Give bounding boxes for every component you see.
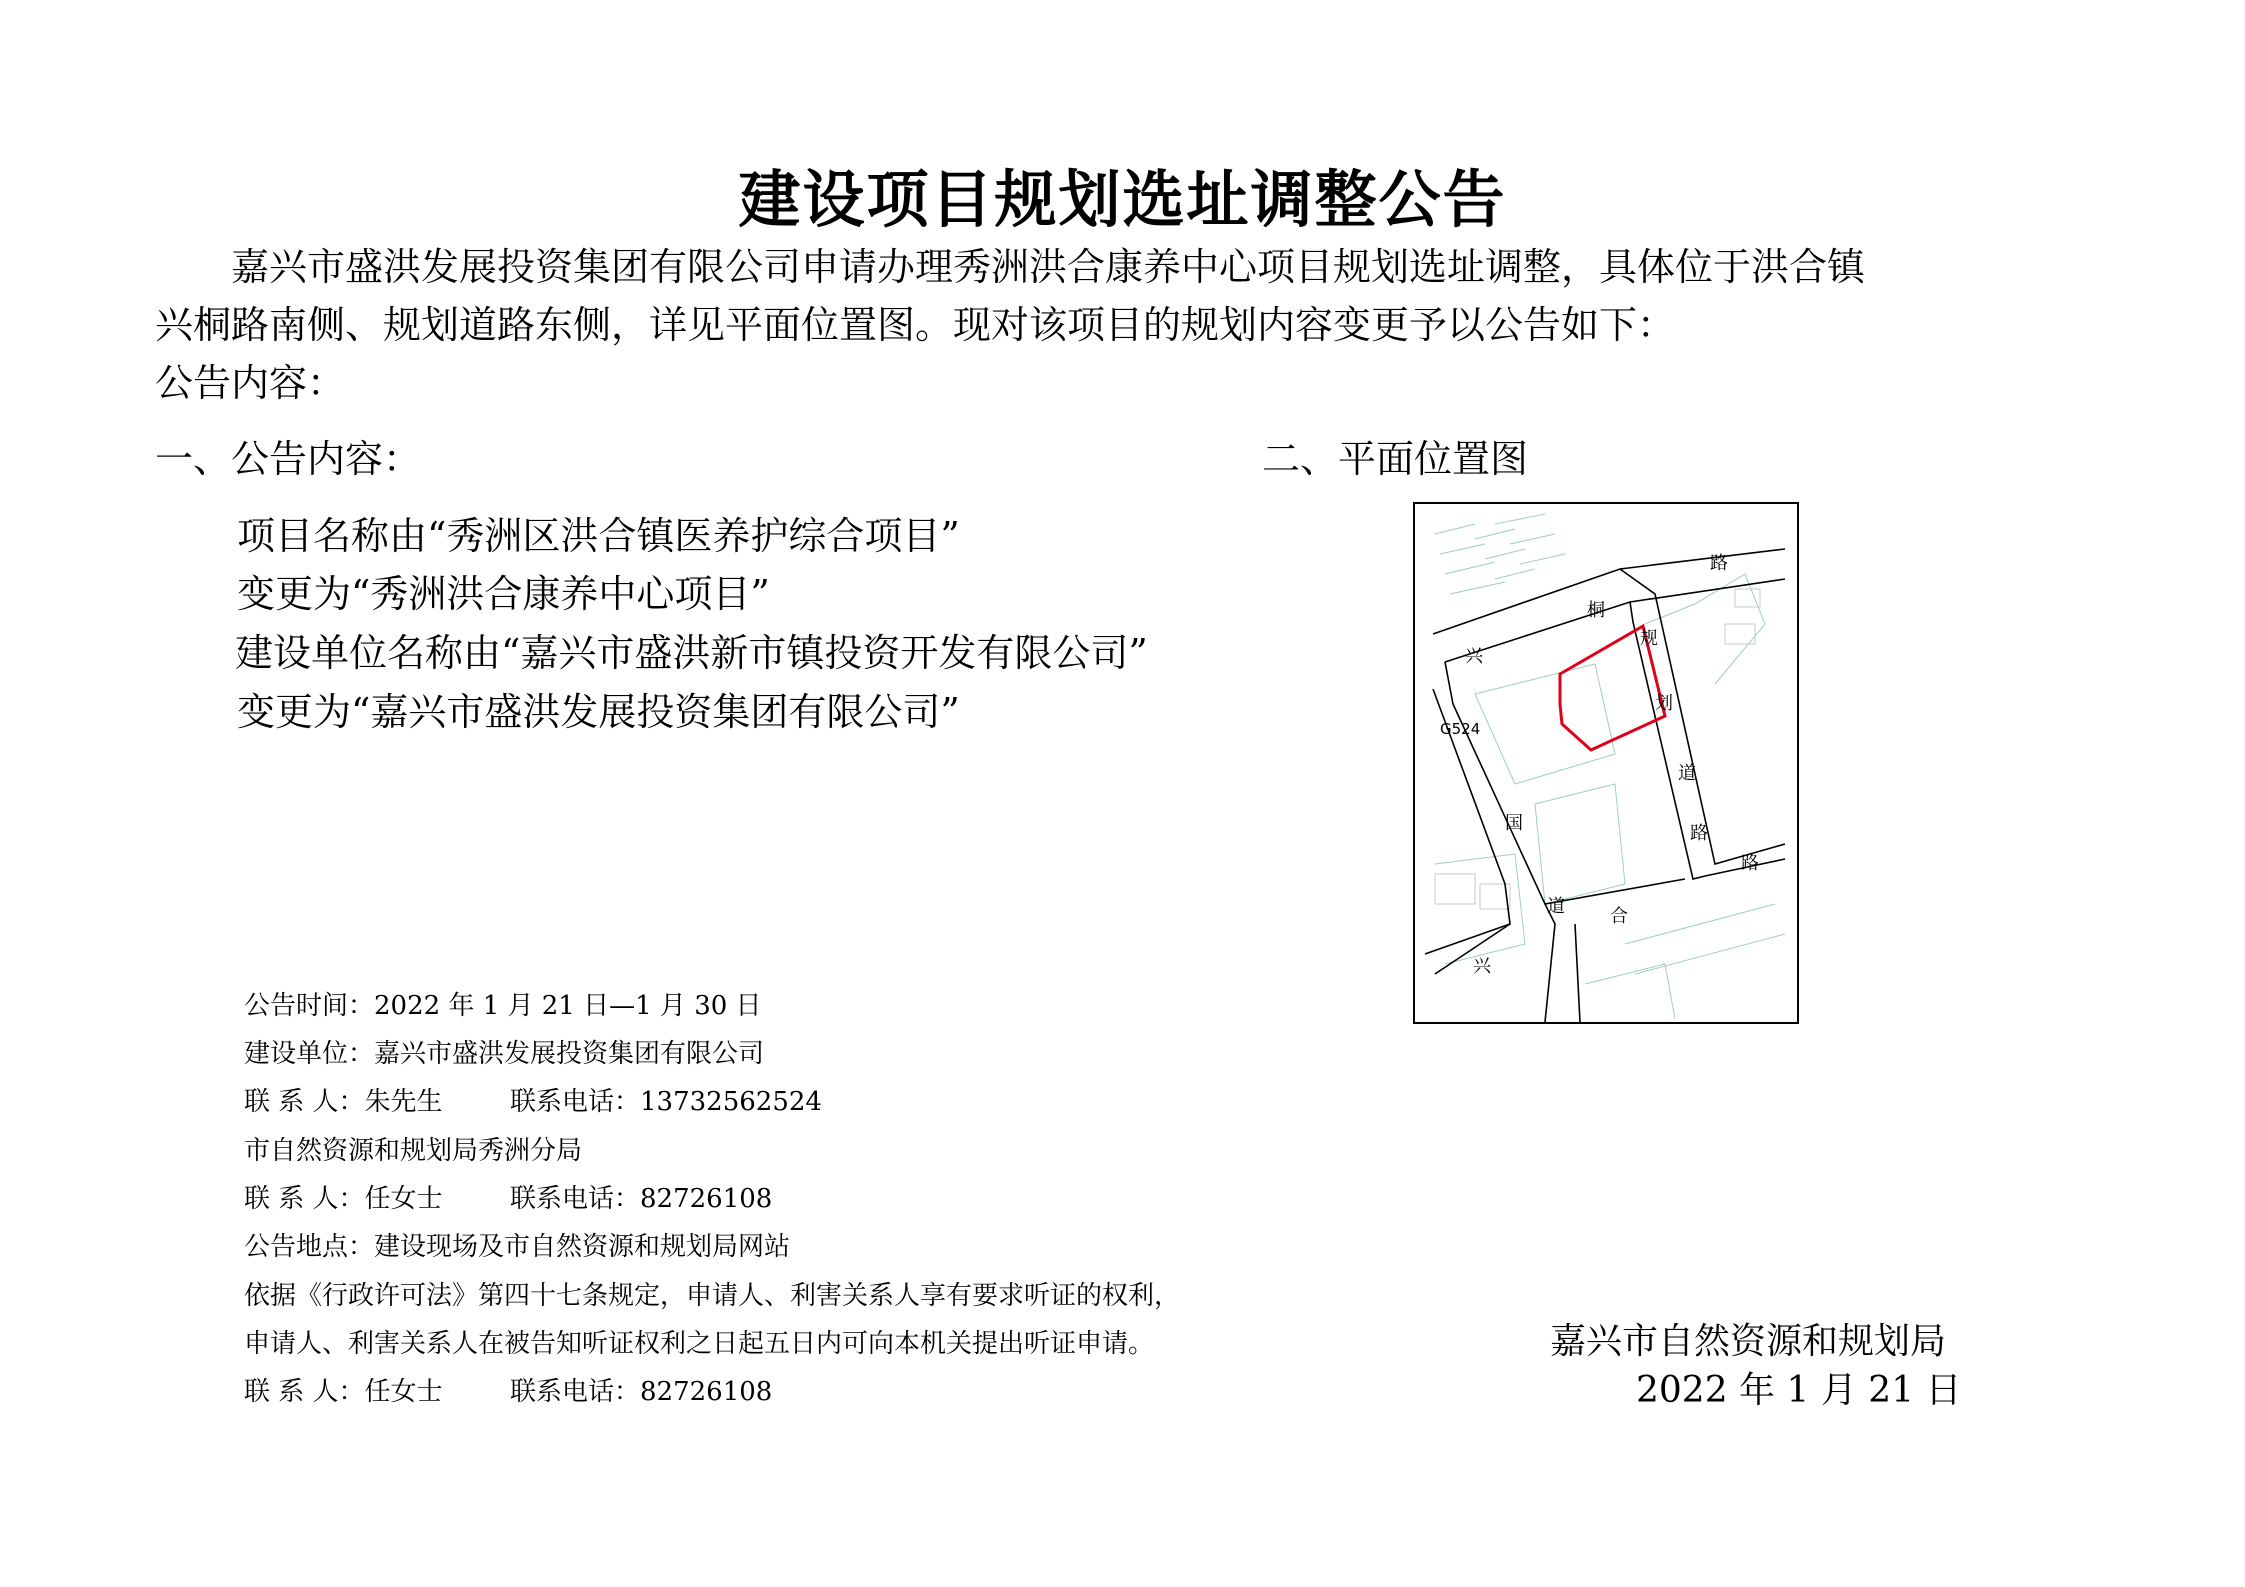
intro-line-2: 兴桐路南侧、规划道路东侧，详见平面位置图。现对该项目的规划内容变更予以公告如下： [155,303,1676,347]
signature-date: 2022 年 1 月 21 日 [1636,1370,1962,1411]
legal-basis-line-1: 依据《行政许可法》第四十七条规定，申请人、利害关系人享有要求听证的权利， [244,1281,1181,1311]
location-map [1413,502,1799,1024]
map-label-guo: 国 [1505,813,1523,834]
construction-unit: 建设单位：嘉兴市盛洪发展投资集团有限公司 [244,1039,765,1069]
map-roads [1425,549,1785,1022]
contact3-phone: 联系电话：82726108 [510,1377,773,1407]
change-line-3: 建设单位名称由“嘉兴市盛洪新市镇投资开发有限公司” [235,631,1148,675]
legal-basis-line-2: 申请人、利害关系人在被告知听证权利之日起五日内可向本机关提出听证申请。 [244,1329,1155,1359]
map-label-plan-4: 路 [1690,823,1708,844]
notice-place: 公告地点：建设现场及市自然资源和规划局网站 [244,1232,791,1262]
contact2-phone: 联系电话：82726108 [510,1184,773,1214]
map-label-lu-right: 路 [1741,853,1759,874]
map-label-dao: 道 [1547,896,1565,917]
map-label-road-top-2: 桐 [1587,600,1605,621]
bureau-branch: 市自然资源和规划局秀洲分局 [244,1136,583,1166]
contact1-name: 联 系 人：朱先生 [244,1087,443,1117]
change-line-4: 变更为“嘉兴市盛洪发展投资集团有限公司” [237,690,960,734]
notice-period: 公告时间：2022 年 1 月 21 日—1 月 30 日 [244,991,762,1021]
map-label-road-top-3: 兴 [1465,646,1483,667]
map-building-outlines [1435,589,1760,909]
signature-organization: 嘉兴市自然资源和规划局 [1550,1321,1947,1362]
contact2-name: 联 系 人：任女士 [244,1184,443,1214]
map-label-he: 合 [1610,906,1628,927]
map-label-xing-bottom: 兴 [1473,956,1491,977]
section2-heading: 二、平面位置图 [1262,437,1529,481]
intro-paragraph [155,238,2115,412]
change-line-2: 变更为“秀洲洪合康养中心项目” [237,572,770,616]
contact3-name: 联 系 人：任女士 [244,1377,443,1407]
map-label-plan-2: 划 [1655,693,1673,714]
change-line-1: 项目名称由“秀洲区洪合镇医养护综合项目” [237,514,960,558]
intro-line-3: 公告内容： [155,361,346,405]
section1-heading: 一、公告内容： [155,437,422,481]
map-label-g524: G524 [1440,720,1481,738]
location-map-drawing [1415,504,1797,1022]
map-label-road-top-1: 路 [1710,553,1728,574]
contact1-phone: 联系电话：13732562524 [510,1087,822,1117]
intro-line-1: 嘉兴市盛洪发展投资集团有限公司申请办理秀洲洪合康养中心项目规划选址调整，具体位于洪合镇 [231,245,1866,289]
map-background-lines [1435,514,1785,1019]
map-label-plan-3: 道 [1678,763,1696,784]
page-title: 建设项目规划选址调整公告 [738,163,1507,236]
map-label-plan-1: 规 [1640,628,1658,649]
